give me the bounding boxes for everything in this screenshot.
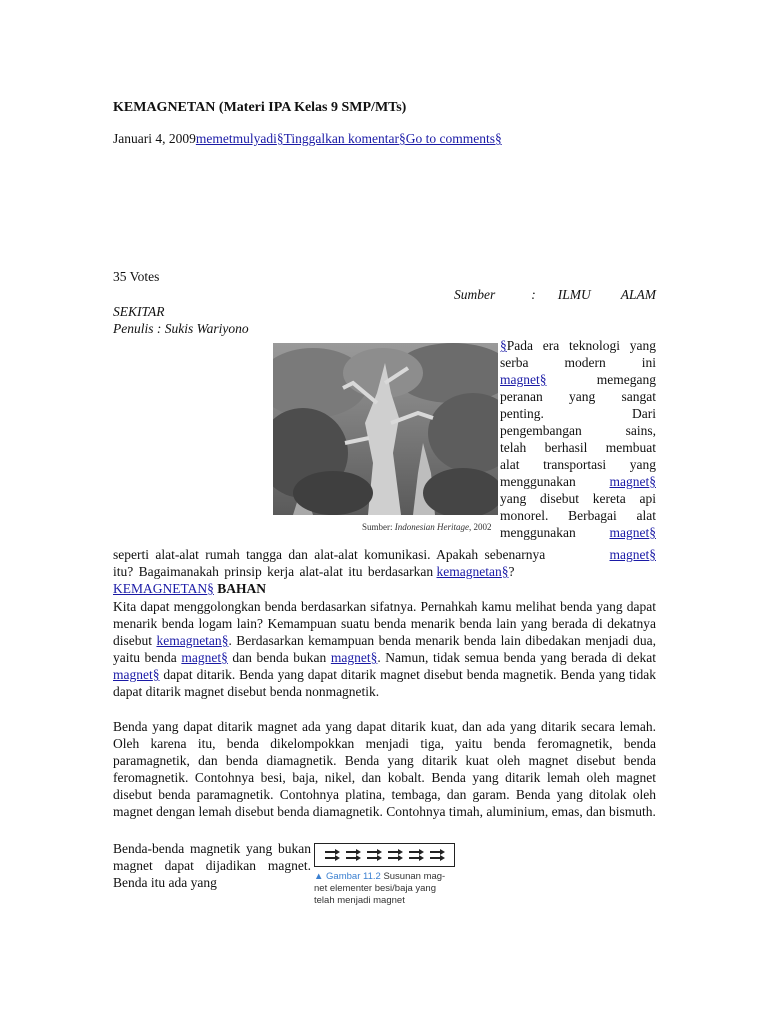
caption-label: Gambar 11.2	[326, 871, 381, 882]
comment-link[interactable]: Tinggalkan komentar	[283, 131, 399, 146]
p1-text: . Namun, tidak semua benda yang berada di dekat	[377, 650, 657, 665]
intro-full-line: seperti alat-alat rumah tangga dan alat-alat komunikasi. Apakah sebenarnya	[113, 547, 546, 562]
caption-triangle-icon: ▲	[314, 871, 324, 882]
kemagnetan-heading-link[interactable]: KEMAGNETAN	[113, 581, 208, 596]
p1-text: . Berdasarkan kemampuan benda menarik benda lain dibedakan menjadi dua, yaitu benda	[113, 633, 657, 665]
magnet-link[interactable]: magnet	[330, 650, 371, 665]
sep-link[interactable]: §	[370, 650, 378, 665]
intro-line: serba modern ini	[500, 355, 656, 370]
paragraph-3: Benda-benda magnetik yang bukan magnet dapat dijadikan magnet. Benda itu ada yang	[113, 841, 311, 890]
domain-arrow-pair	[409, 849, 423, 861]
domain-arrow-pair	[430, 849, 444, 861]
sep-link[interactable]: §	[500, 338, 507, 353]
paragraph-1	[113, 598, 656, 700]
intro-line: penting. Dari	[500, 406, 656, 421]
magnet-link[interactable]: magnet	[113, 667, 153, 682]
kemagnetan-link[interactable]: kemagnetan	[436, 564, 502, 579]
domain-arrow-pair	[367, 849, 381, 861]
sep-link[interactable]: §	[221, 650, 228, 665]
intro-line: alat transportasi yang	[500, 457, 656, 472]
magnet-link[interactable]: magnet	[609, 474, 650, 489]
intro-line: memegang	[596, 372, 656, 387]
intro-line: pengembangan sains,	[500, 423, 656, 438]
photo-credit	[362, 519, 492, 536]
votes-count: 35 Votes	[113, 269, 160, 284]
p1-text: dapat ditarik. Benda yang dapat ditarik magnet disebut benda magnetik. Benda yang tidak dapat ditarik magnet disebut benda nonmagnetik.	[113, 667, 656, 699]
sep-link[interactable]: §	[152, 667, 160, 682]
sep-link[interactable]: §	[649, 547, 656, 562]
figure-caption	[314, 871, 445, 907]
intro-line: monorel. Berbagai alat	[500, 508, 656, 523]
p1-text: Kita dapat menggolongkan benda berdasarkan sifatnya. Pernahkah kamu melihat benda yang dapat menarik benda logam lain? Kemampuan suatu benda menarik benda lain yang berada di dekatnya disebut	[113, 599, 656, 648]
domain-arrow-pair	[388, 849, 402, 861]
magnet-link[interactable]: magnet	[609, 547, 650, 562]
magnet-domain-diagram	[314, 843, 455, 867]
credit-year: , 2002	[469, 522, 492, 532]
source-word: :	[531, 287, 536, 302]
source-line	[113, 286, 656, 320]
writer-line: Penulis : Sukis Wariyono	[113, 321, 249, 336]
caption-text: net elementer besi/baja yang	[314, 883, 436, 894]
magnet-link[interactable]: magnet	[181, 650, 222, 665]
sep-link[interactable]: §	[207, 581, 214, 596]
source-word: ALAM	[620, 287, 656, 302]
forest-photo-illustration	[273, 343, 498, 515]
sep-link[interactable]: §	[501, 564, 509, 579]
intro-continuation	[113, 546, 656, 580]
intro-line: telah berhasil membuat	[500, 440, 656, 455]
intro-side-text	[500, 337, 656, 541]
sep-link[interactable]: §	[539, 372, 547, 387]
post-meta	[113, 130, 502, 147]
post-date: Januari 4, 2009	[113, 131, 196, 146]
intro-line: menggunakan	[500, 474, 576, 489]
sep-link[interactable]: §	[649, 525, 656, 540]
article-title: KEMAGNETAN (Materi IPA Kelas 9 SMP/MTs)	[113, 100, 407, 115]
section-heading	[113, 580, 266, 597]
caption-text: telah menjadi magnet	[314, 895, 405, 906]
domain-arrow-pair	[346, 849, 360, 861]
domain-arrow-pair	[325, 849, 339, 861]
goto-comments-link[interactable]: Go to comments	[405, 131, 495, 146]
sep-1[interactable]: §	[276, 131, 284, 146]
forest-photo	[273, 343, 498, 515]
intro-full-line: itu? Bagaimanakah prinsip kerja alat-alat itu berdasarkan	[113, 564, 434, 579]
magnet-link[interactable]: magnet	[609, 525, 650, 540]
question-mark: ?	[508, 564, 515, 579]
p1-text: dan benda bukan	[227, 650, 331, 665]
author-link[interactable]: memetmulyadi	[195, 131, 277, 146]
intro-line: menggunakan	[500, 525, 576, 540]
sep-3[interactable]: §	[494, 131, 502, 146]
source-word: ILMU	[557, 287, 591, 302]
intro-line: yang disebut kereta api	[500, 491, 656, 506]
sep-link[interactable]: §	[221, 633, 229, 648]
credit-title: Indonesian Heritage	[394, 522, 469, 532]
intro-line: peranan yang sangat	[500, 389, 656, 404]
kemagnetan-link[interactable]: kemagnetan	[156, 633, 222, 648]
magnet-link[interactable]: magnet	[500, 372, 540, 387]
caption-text: Susunan mag-	[383, 871, 446, 882]
source-cont: SEKITAR	[113, 304, 165, 319]
credit-prefix: Sumber:	[362, 522, 395, 532]
sep-link[interactable]: §	[649, 474, 656, 489]
intro-line: Pada era teknologi yang	[506, 338, 656, 353]
paragraph-2: Benda yang dapat ditarik magnet ada yang dapat ditarik kuat, dan ada yang ditarik secara lemah. Oleh karena itu, benda dikelompokkan menjadi tiga, yaitu benda feromagnetik, benda paramagnetik, dan benda diamagnetik. Benda yang ditarik kuat oleh magnet disebut benda feromagnetik. Contohnya besi, baja, nikel, dan kobalt. Benda yang ditarik lemah oleh magnet disebut benda paramagnetik. Contohnya platina, tembaga, dan garam. Benda yang ditolak oleh magnet dengan lemah disebut benda diamagnetik. Contohnya timah, aluminium, emas, dan bismuth.	[113, 719, 656, 819]
source-word: Sumber	[454, 287, 496, 302]
section-heading-bold: BAHAN	[217, 581, 267, 596]
sep-2[interactable]: §	[398, 131, 406, 146]
